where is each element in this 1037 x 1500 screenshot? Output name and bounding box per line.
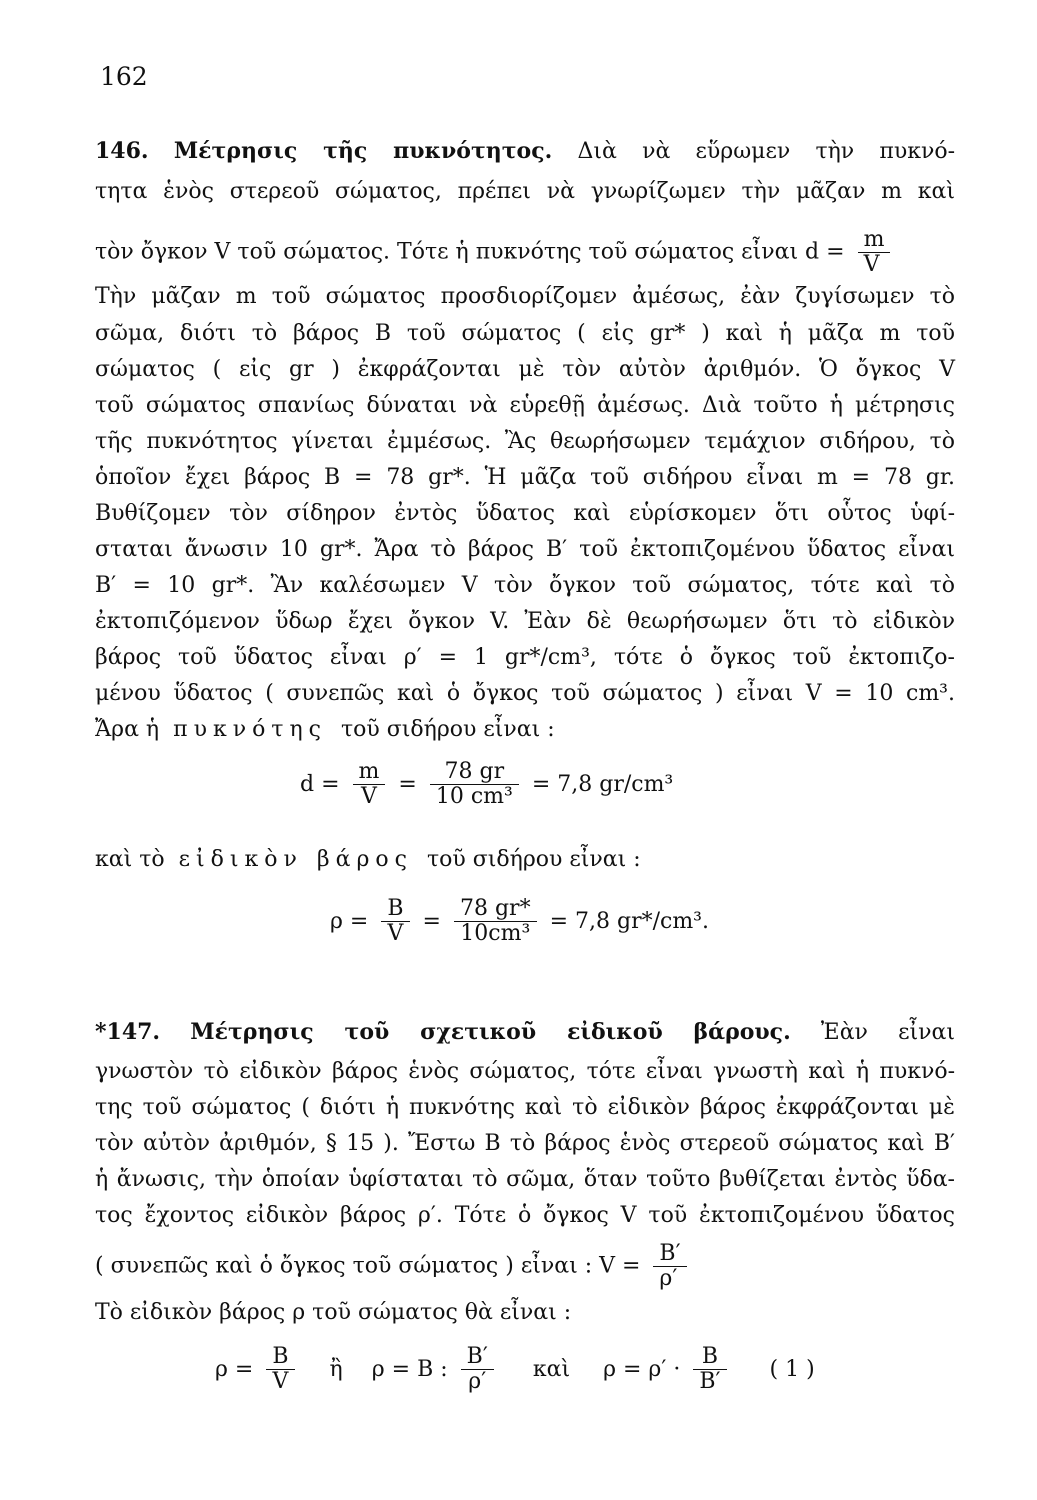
fraction-numerator: B (266, 1345, 294, 1370)
eq2-lhs: ρ = (330, 909, 369, 934)
sec146-line-17-end: τοῦ σιδήρου εἶναι : (427, 847, 641, 872)
eq3-b-fraction (461, 1345, 494, 1394)
fraction-denominator: ρ′ (659, 1266, 678, 1291)
sec146-line-8: τῆς πυκνότητος γίνεται ἐμμέσως. Ἂς θεωρήσωμεν τεμάχιον σιδήρου, τὸ (95, 429, 955, 454)
emphasized-term-weight: βάρος (316, 847, 413, 872)
sec147-line-8: Τὸ εἰδικὸν βάρος ρ τοῦ σώματος θὰ εἶναι : (95, 1300, 572, 1325)
sec146-line-17 (95, 845, 955, 875)
page-number: 162 (100, 62, 148, 91)
sec146-line-16 (95, 715, 955, 745)
fraction-numerator: B′ (461, 1345, 494, 1370)
eq1-lhs: d = (300, 772, 340, 797)
eq3-and: καὶ (532, 1357, 571, 1382)
equation-1 (215, 1345, 815, 1394)
sec146-line-11: σταται ἄνωσιν 10 gr*. Ἄρα τὸ βάρος B′ τοῦ ἐκτοπιζομένου ὕδατος εἶναι (95, 537, 955, 562)
sec146-line-4: Τὴν μᾶζαν m τοῦ σώματος προσδιορίζομεν ἀμέσως, ἐὰν ζυγίσωμεν τὸ (95, 284, 955, 309)
sec146-line-9: ὁποῖον ἔχει βάρος B = 78 gr*. Ἡ μᾶζα τοῦ σιδήρου εἶναι m = 78 gr. (95, 465, 955, 490)
sec147-line-7 (95, 1242, 955, 1291)
sec146-line-12: B′ = 10 gr*. Ἂν καλέσωμεν V τὸν ὄγκον τοῦ σώματος, τότε καὶ τὸ (95, 573, 955, 598)
sec147-line-2: γνωστὸν τὸ εἰδικὸν βάρος ἑνὸς σώματος, τότε εἶναι γνωστὴ καὶ ἡ πυκνό- (95, 1059, 955, 1084)
eq3-or: ἢ (329, 1357, 343, 1382)
fraction-numerator: B (693, 1345, 726, 1370)
sec146-line-13: ἐκτοπιζόμενον ὕδωρ ἔχει ὄγκον V. Ἐὰν δὲ θεωρήσωμεν ὅτι τὸ εἰδικὸν (95, 609, 955, 634)
density-fraction-inline (858, 228, 891, 277)
sec146-line-1 (95, 136, 955, 167)
fraction-numerator: 78 gr (430, 760, 519, 785)
eq3-b-lhs: ρ = B : (371, 1357, 448, 1382)
sec146-title: Μέτρησις τῆς πυκνότητος. (173, 138, 553, 164)
sec146-line-17-start: καὶ τὸ (95, 847, 165, 872)
eq1-equals: = (398, 772, 417, 797)
fraction-denominator: ρ′ (468, 1369, 487, 1394)
emphasized-term-specific: εἰδικὸν (178, 847, 303, 872)
sec146-line-7: τοῦ σώματος σπανίως δύναται νὰ εὑρεθῇ ἀμέσως. Διὰ τοῦτο ἡ μέτρησις (95, 393, 955, 418)
eq2-fraction-1 (381, 897, 409, 946)
sec147-line-3: της τοῦ σώματος ( διότι ἡ πυκνότης καὶ τὸ εἰδικὸν βάρος ἐκφράζονται μὲ (95, 1095, 955, 1120)
eq2-equals: = (422, 909, 441, 934)
fraction-numerator: m (858, 228, 891, 253)
sec147-title: Μέτρησις τοῦ σχετικοῦ εἰδικοῦ βάρους. (190, 1019, 791, 1045)
sec146-line-16-end: τοῦ σιδήρου εἶναι : (340, 717, 555, 742)
sec147-line-1 (95, 1017, 955, 1048)
sec146-line-3-text: τὸν ὄγκον V τοῦ σώματος. Τότε ἡ πυκνότης τοῦ σώματος εἶναι d = (95, 239, 845, 265)
sec146-line-14: βάρος τοῦ ὕδατος εἶναι ρ′ = 1 gr*/cm³, τότε ὁ ὄγκος τοῦ ἐκτοπιζο- (95, 645, 955, 670)
fraction-numerator: B (381, 897, 409, 922)
sec147-line-4: τὸν αὐτὸν ἀριθμόν, § 15 ). Ἔστω B τὸ βάρος ἑνὸς στερεοῦ σώματος καὶ B′ (95, 1131, 955, 1156)
sec147-line-6: τος ἔχοντος εἰδικὸν βάρος ρ′. Τότε ὁ ὄγκος V τοῦ ἐκτοπιζομένου ὕδατος (95, 1203, 955, 1228)
eq3-c-lhs: ρ = ρ′ · (603, 1357, 681, 1382)
sec146-line-1-text: Διὰ νὰ εὕρωμεν τὴν πυκνό- (577, 139, 956, 164)
eq1-fraction-1 (353, 760, 386, 809)
sec146-number: 146. (95, 138, 149, 164)
fraction-numerator: 78 gr* (454, 897, 537, 922)
fraction-numerator: m (353, 760, 386, 785)
eq2-result: = 7,8 gr*/cm³. (549, 909, 709, 934)
sec146-line-10: Βυθίζομεν τὸν σίδηρον ἐντὸς ὕδατος καὶ εὑρίσκομεν ὅτι οὗτος ὑφί- (95, 501, 955, 526)
sec147-line-1-text: Ἐὰν εἶναι (820, 1020, 955, 1045)
fraction-denominator: V (387, 921, 404, 946)
fraction-numerator: B′ (653, 1242, 686, 1267)
sec146-line-3 (95, 228, 955, 277)
fraction-denominator: V (361, 784, 377, 809)
equation-tag: ( 1 ) (769, 1357, 815, 1382)
sec147-line-5: ἡ ἄνωσις, τὴν ὁποίαν ὑφίσταται τὸ σῶμα, ὅταν τοῦτο βυθίζεται ἐντὸς ὕδα- (95, 1167, 955, 1192)
sec146-line-15: μένου ὕδατος ( συνεπῶς καὶ ὁ ὄγκος τοῦ σώματος ) εἶναι V = 10 cm³. (95, 681, 955, 706)
sec147-line-7-text: ( συνεπῶς καὶ ὁ ὄγκος τοῦ σώματος ) εἶναι : V = (95, 1253, 641, 1279)
sec146-line-6: σώματος ( εἰς gr ) ἐκφράζονται μὲ τὸν αὐτὸν ἀριθμόν. Ὁ ὄγκος V (95, 357, 955, 382)
fraction-denominator: V (272, 1369, 289, 1394)
eq3-c-fraction (693, 1345, 726, 1394)
fraction-denominator: B′ (699, 1369, 721, 1394)
fraction-denominator: V (863, 252, 880, 277)
eq3-a-fraction (266, 1345, 294, 1394)
eq3-a-lhs: ρ = (215, 1357, 254, 1382)
eq1-result: = 7,8 gr/cm³ (531, 772, 674, 797)
fraction-denominator: 10 cm³ (435, 784, 513, 809)
eq2-fraction-2 (454, 897, 537, 946)
equation-density (300, 760, 673, 809)
sec146-line-5: σῶμα, διότι τὸ βάρος B τοῦ σώματος ( εἰς gr* ) καὶ ἡ μᾶζα m τοῦ (95, 321, 955, 346)
eq1-fraction-2 (430, 760, 519, 809)
sec146-line-2: τητα ἑνὸς στερεοῦ σώματος, πρέπει νὰ γνωρίζωμεν τὴν μᾶζαν m καὶ (95, 179, 955, 204)
fraction-denominator: 10cm³ (460, 921, 531, 946)
emphasized-term-density: πυκνότης (173, 717, 327, 742)
equation-specific-weight (330, 897, 709, 946)
sec146-line-16-start: Ἄρα ἡ (95, 717, 160, 742)
volume-fraction-inline (653, 1242, 686, 1291)
sec147-number: *147. (95, 1019, 161, 1045)
